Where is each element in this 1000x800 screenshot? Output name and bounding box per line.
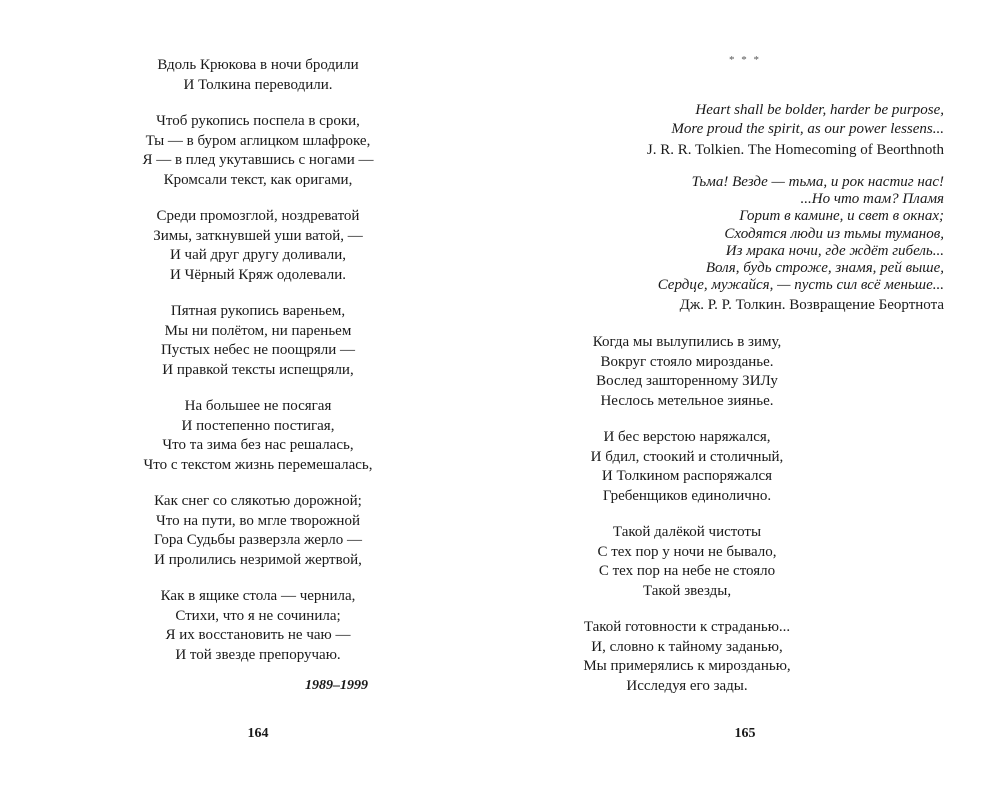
stanza [100, 207, 416, 285]
epigraph-line: Сердце, мужайся, — пусть сил всё меньше... [657, 277, 944, 294]
poem-line: Вокруг стояло мирозданье. [600, 353, 774, 370]
stanza [560, 523, 814, 601]
poem-line: Среди промозглой, ноздреватой [156, 208, 360, 224]
epigraph-line: Сходятся люди из тьмы туманов, [724, 225, 944, 242]
epigraph-line: ...Но что там? Пламя [800, 191, 944, 208]
stanza [100, 302, 416, 380]
poem-line: Что с текстом жизнь перемешалась, [143, 456, 373, 473]
poem-line: Я — в плед укутавшись с ногами — [142, 152, 374, 168]
poem-line: Такой далёкой чистоты [612, 524, 762, 540]
poem-line: Кромсали текст, как оригами, [163, 171, 353, 188]
page-number-left: 164 [247, 726, 269, 741]
poem-line: И постепенно постигая, [181, 417, 335, 434]
stanza [100, 492, 416, 570]
poem-line: Такой готовности к страданью... [583, 619, 791, 635]
poem-line: И Толкином распоряжался [601, 468, 773, 484]
epigraph-line: More proud the spirit, as our power lessens... [671, 121, 944, 137]
poem-line: Вдоль Крюкова в ночи бродили [157, 57, 359, 73]
section-separator: * * * [729, 54, 761, 66]
left-page [100, 0, 416, 800]
poem-line: Вослед зашторенному ЗИЛу [596, 373, 778, 389]
poem-line: Исследуя его зады. [626, 677, 748, 694]
epigraph-attribution: J. R. R. Tolkien. The Homecoming of Beorthnoth [646, 142, 944, 158]
poem-line: Как снег со слякотью дорожной; [154, 493, 362, 509]
poem-line: Я их восстановить не чаю — [165, 627, 351, 643]
poem-right [560, 333, 814, 713]
poem-line: Пустых небес не поощряли — [160, 342, 356, 358]
poem-line: Стихи, что я не сочинила; [175, 607, 341, 624]
poem-line: Чтоб рукопись поспела в сроки, [156, 113, 360, 129]
poem-line: Что на пути, во мгле творожной [156, 512, 360, 529]
poem-line: Мы примерялись к мирозданью, [583, 658, 791, 674]
stanza [560, 428, 814, 506]
stanza [100, 56, 416, 95]
poem-line: Гора Судьбы разверзла жерло — [154, 532, 362, 548]
poem-left [100, 56, 416, 682]
epigraph-line: Heart shall be bolder, harder be purpose, [695, 102, 944, 118]
epigraph-line: Из мрака ночи, где ждёт гибель... [725, 242, 944, 259]
poem-line: Пятная рукопись вареньем, [170, 303, 346, 319]
poem-line: С тех пор у ночи не бывало, [597, 543, 777, 560]
poem-line: Когда мы вылупились в зиму, [592, 334, 782, 350]
poem-line: И Толкина переводили. [183, 76, 333, 93]
epigraph-line: Горит в камине, и свет в окнах; [739, 208, 944, 225]
right-page [560, 0, 944, 800]
poem-line: И правкой тексты испещряли, [162, 361, 354, 378]
epigraph-line: Тьма! Везде — тьма, и рок настиг нас! [691, 174, 944, 190]
poem-line: Гребенщиков единолично. [602, 487, 772, 504]
epigraph-english [647, 101, 944, 160]
poem-date: 1989–1999 [305, 678, 368, 693]
poem-line: И бдил, стоокий и столичный, [590, 448, 784, 465]
stanza [100, 112, 416, 190]
epigraph-line: Воля, будь строже, знамя, рей выше, [705, 260, 944, 277]
poem-line: Что та зима без нас решалась, [162, 437, 354, 453]
poem-line: И Чёрный Кряж одолевали. [170, 266, 346, 283]
epigraph-russian [658, 174, 944, 315]
poem-line: И, словно к тайному заданью, [591, 638, 783, 655]
poem-line: С тех пор на небе не стояло [598, 563, 776, 579]
page-number-right: 165 [734, 726, 756, 741]
poem-line: И той звезде препоручаю. [175, 646, 341, 663]
stanza [100, 587, 416, 665]
stanza [560, 333, 814, 411]
poem-line: На большее не посягая [184, 398, 332, 414]
stanza [100, 397, 416, 475]
poem-line: Такой звезды, [642, 582, 732, 599]
stanza [560, 618, 814, 696]
poem-line: Мы ни полётом, ни пареньем [164, 322, 352, 339]
poem-line: Ты — в буром аглицком шлафроке, [145, 132, 371, 149]
poem-line: Как в ящике стола — чернила, [160, 588, 356, 604]
poem-line: Неслось метельное зиянье. [600, 392, 774, 409]
poem-line: Зимы, заткнувшей уши ватой, — [153, 227, 363, 244]
poem-line: И чай друг другу доливали, [169, 247, 347, 263]
epigraph-attribution: Дж. Р. Р. Толкин. Возвращение Беортнота [679, 297, 944, 314]
poem-line: И пролились незримой жертвой, [154, 551, 362, 568]
poem-line: И бес верстою наряжался, [603, 429, 771, 445]
